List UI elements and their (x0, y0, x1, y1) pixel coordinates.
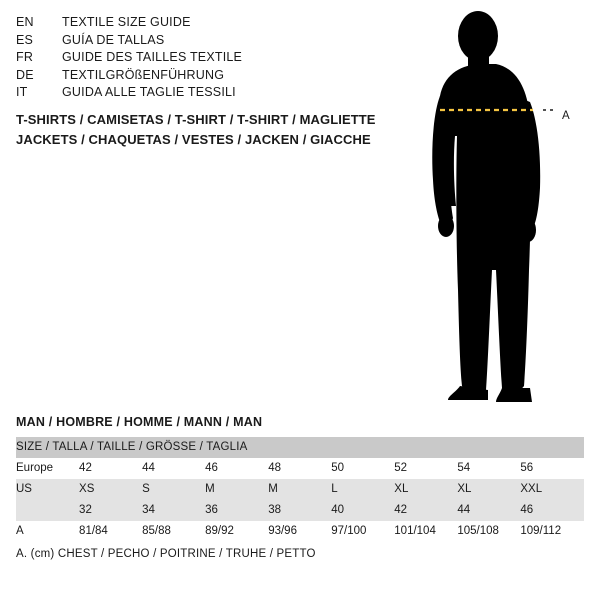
cell: 32 (79, 500, 142, 521)
cell: 85/88 (142, 521, 205, 542)
category-headings (16, 110, 436, 150)
cell: 50 (331, 458, 394, 479)
cell: 40 (331, 500, 394, 521)
cell: 81/84 (79, 521, 142, 542)
cell: 54 (457, 458, 520, 479)
cell: 101/104 (394, 521, 457, 542)
cell: XL (457, 479, 520, 500)
cell: 109/112 (520, 521, 584, 542)
category-line-tshirts: T-SHIRTS / CAMISETAS / T-SHIRT / T-SHIRT / MAGLIETTE (16, 112, 376, 127)
table-row (16, 458, 584, 479)
language-text: TEXTILGRÖßENFÜHRUNG (62, 67, 225, 82)
language-row (16, 32, 376, 50)
cell: XL (394, 479, 457, 500)
language-text: GUÍA DE TALLAS (62, 32, 165, 47)
language-text: TEXTILE SIZE GUIDE (62, 15, 191, 29)
row-label (16, 500, 79, 521)
cell: 42 (394, 500, 457, 521)
cell: 93/96 (268, 521, 331, 542)
language-code: FR (16, 50, 34, 64)
row-label: A (16, 521, 79, 542)
row-label: Europe (16, 458, 79, 479)
cell: 36 (205, 500, 268, 521)
footnote-chest: A. (cm) CHEST / PECHO / POITRINE / TRUHE / PETTO (16, 548, 316, 560)
language-code: DE (16, 67, 34, 82)
language-row (16, 84, 376, 102)
cell: 44 (142, 458, 205, 479)
category-line-jackets: JACKETS / CHAQUETAS / VESTES / JACKEN / GIACCHE (16, 132, 371, 147)
language-list (16, 14, 376, 102)
table-row (16, 500, 584, 521)
language-code: IT (16, 85, 28, 99)
cell: 42 (79, 458, 142, 479)
language-row (16, 67, 376, 85)
cell: 52 (394, 458, 457, 479)
language-code: EN (16, 15, 34, 29)
measure-label-a: A (562, 110, 571, 122)
table-row (16, 479, 584, 500)
size-table-area (16, 415, 584, 542)
cell: M (205, 479, 268, 500)
male-silhouette-figure (400, 10, 590, 410)
cell: XS (79, 479, 142, 500)
table-row (16, 521, 584, 542)
language-row (16, 49, 376, 67)
cell: 46 (520, 500, 584, 521)
cell: M (268, 479, 331, 500)
cell: 97/100 (331, 521, 394, 542)
cell: 56 (520, 458, 584, 479)
cell: L (331, 479, 394, 500)
language-text: GUIDE DES TAILLES TEXTILE (62, 50, 243, 64)
cell: 44 (457, 500, 520, 521)
cell: S (142, 479, 205, 500)
silhouette-icon (400, 10, 590, 410)
language-code: ES (16, 32, 34, 47)
cell: XXL (520, 479, 584, 500)
cell: 46 (205, 458, 268, 479)
table-header-label: SIZE / TALLA / TAILLE / GRÖSSE / TAGLIA (16, 437, 584, 458)
size-table (16, 437, 584, 542)
language-row (16, 14, 376, 32)
cell: 105/108 (457, 521, 520, 542)
cell: 38 (268, 500, 331, 521)
table-gender-title: MAN / HOMBRE / HOMME / MANN / MAN (16, 415, 263, 429)
table-header-row (16, 437, 584, 458)
language-text: GUIDA ALLE TAGLIE TESSILI (62, 85, 236, 99)
row-label: US (16, 479, 79, 500)
cell: 34 (142, 500, 205, 521)
cell: 89/92 (205, 521, 268, 542)
cell: 48 (268, 458, 331, 479)
